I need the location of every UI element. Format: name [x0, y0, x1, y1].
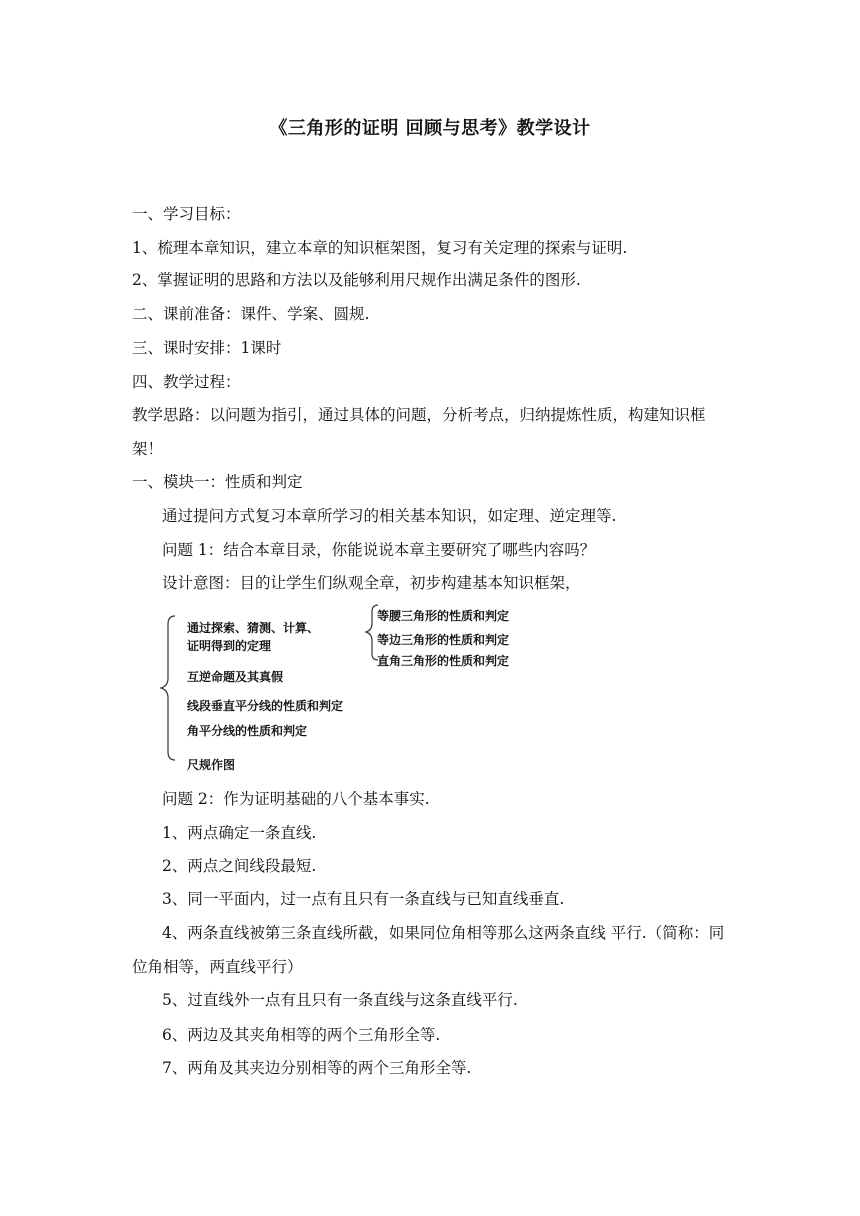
- goal-item-1: 1、梳理本章知识，建立本章的知识框架图，复习有关定理的探索与证明.: [132, 239, 628, 257]
- sub-isosceles: 等腰三角形的性质和判定: [377, 609, 510, 623]
- module-one-heading: 一、模块一：性质和判定: [132, 473, 303, 491]
- design-intent: 设计意图：目的让学生们纵观全章，初步构建基本知识框架，: [162, 574, 581, 592]
- fact-7: 7、两角及其夹边分别相等的两个三角形全等.: [162, 1059, 472, 1077]
- branch-theorems-line1: 通过探索、猜测、计算、: [187, 621, 320, 635]
- document-title: 《三角形的证明 回顾与思考》教学设计: [269, 118, 591, 139]
- section-heading-goals: 一、学习目标：: [132, 205, 241, 223]
- module-one-intro: 通过提问方式复习本章所学习的相关基本知识，如定理、逆定理等.: [162, 507, 617, 525]
- main-brace: [161, 616, 175, 760]
- branch-construction: 尺规作图: [187, 758, 236, 772]
- fact-4: 4、两条直线被第三条直线所截，如果同位角相等那么这两条直线 平行.（简称：同位角相等，两直线平行）: [132, 924, 725, 976]
- branch-converse: 互逆命题及其真假: [187, 670, 284, 684]
- branch-theorems-line2: 证明得到的定理: [187, 639, 272, 653]
- section-heading-schedule: 三、课时安排：1课时: [132, 339, 282, 357]
- knowledge-framework-diagram: [160, 602, 540, 774]
- fact-2: 2、两点之间线段最短.: [162, 857, 317, 875]
- section-heading-preparation: 二、课前准备：课件、学案、圆规.: [132, 305, 370, 323]
- branch-perpendicular-bisector: 线段垂直平分线的性质和判定: [187, 699, 344, 713]
- goal-item-2: 2、掌握证明的思路和方法以及能够利用尺规作出满足条件的图形.: [132, 271, 581, 289]
- fact-5: 5、过直线外一点有且只有一条直线与这条直线平行.: [162, 991, 518, 1009]
- question-2: 问题 2：作为证明基础的八个基本事实.: [162, 790, 430, 808]
- fact-6: 6、两边及其夹角相等的两个三角形全等.: [162, 1026, 441, 1044]
- sub-equilateral: 等边三角形的性质和判定: [377, 633, 510, 647]
- section-heading-process: 四、教学过程：: [132, 373, 241, 391]
- question-1: 问题 1：结合本章目录，你能说说本章主要研究了哪些内容吗？: [162, 541, 596, 559]
- fact-3: 3、同一平面内，过一点有且只有一条直线与已知直线垂直.: [162, 890, 565, 908]
- fact-1: 1、两点确定一条直线.: [162, 824, 317, 842]
- branch-angle-bisector: 角平分线的性质和判定: [187, 724, 308, 738]
- teaching-approach: 教学思路：以问题为指引，通过具体的问题，分析考点，归纳提炼性质，构建知识框架！: [132, 406, 706, 458]
- sub-right-triangle: 直角三角形的性质和判定: [377, 654, 510, 668]
